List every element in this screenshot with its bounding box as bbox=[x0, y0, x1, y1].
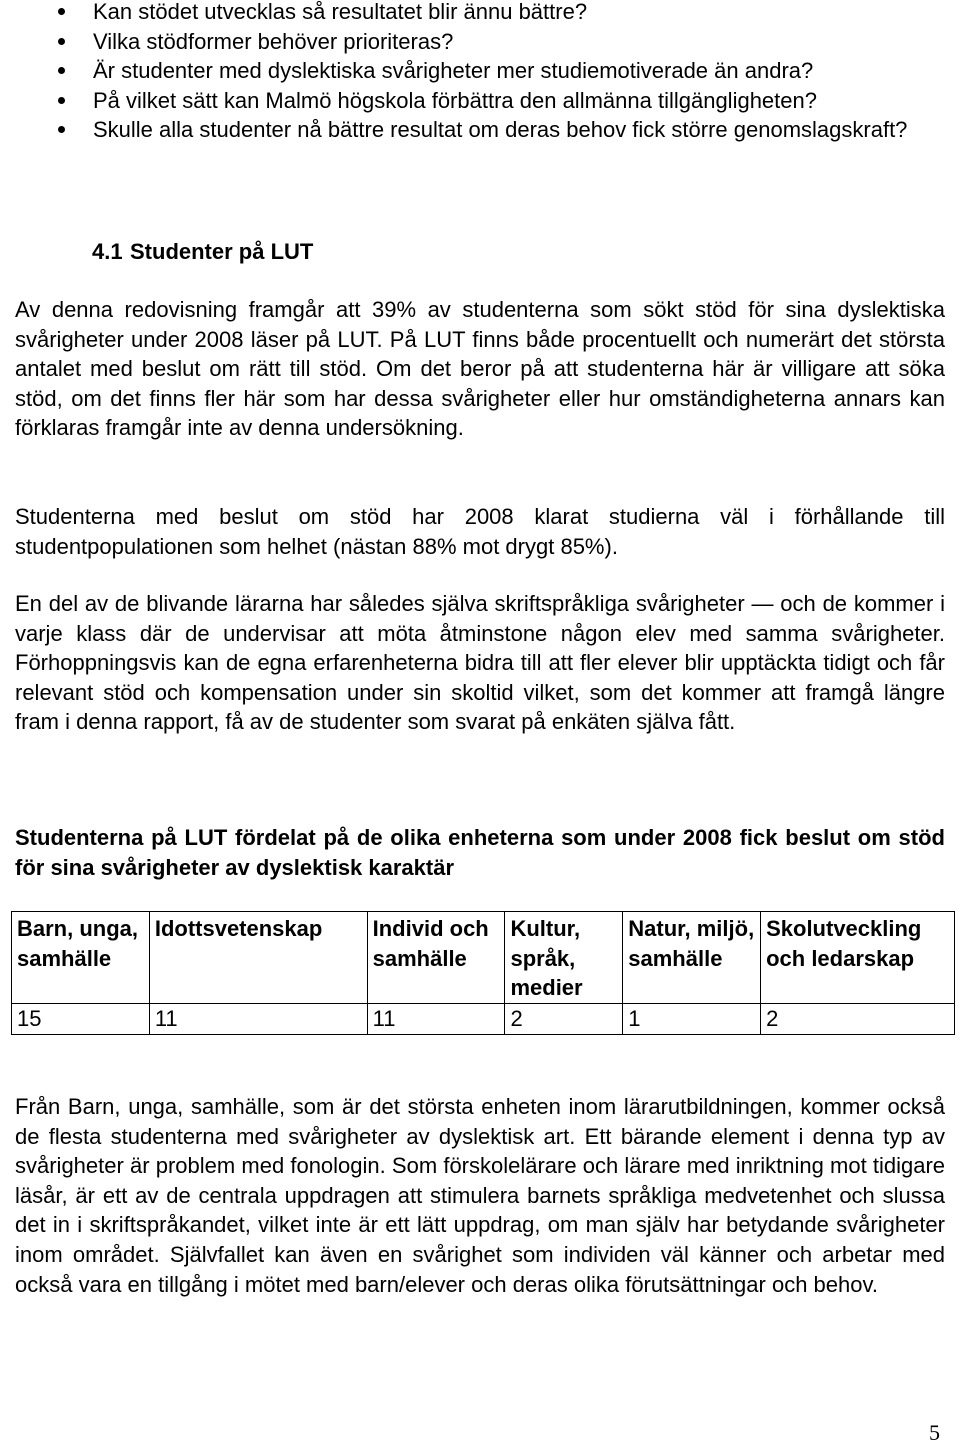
table-cell: 11 bbox=[367, 1003, 505, 1034]
table-header-cell: Skolutveckling och ledarskap bbox=[761, 912, 955, 1004]
table-header-cell: Idottsvetenskap bbox=[149, 912, 367, 1004]
bullet-icon bbox=[58, 67, 65, 74]
section-title: Studenter på LUT bbox=[130, 239, 314, 264]
bullet-icon bbox=[58, 126, 65, 133]
bullet-icon bbox=[58, 38, 65, 45]
table-cell: 2 bbox=[505, 1003, 623, 1034]
units-table bbox=[11, 911, 955, 1035]
list-item bbox=[55, 0, 935, 27]
bullet-icon bbox=[58, 8, 65, 15]
list-item-text: På vilket sätt kan Malmö högskola förbättra den allmänna tillgängligheten? bbox=[93, 87, 817, 113]
paragraph-future-teachers: En del av de blivande lärarna har således själva skriftspråkliga svårigheter — och de kommer i varje klass där de undervisar att möta åtminstone någon elev med samma svårigheter. Förhoppningsvis kan de egna erfarenheterna bidra till att fler elever blir upptäckta tidigt och får relevant stöd och kompensation under sin skoltid vilket, som det kommer att framgå längre fram i denna rapport, få av de studenter som svarat på enkäten själva fått. bbox=[15, 591, 945, 735]
table-cell: 11 bbox=[149, 1003, 367, 1034]
list-item bbox=[55, 86, 935, 116]
table-cell: 15 bbox=[12, 1003, 150, 1034]
table-header-cell: Natur, miljö, samhälle bbox=[623, 912, 761, 1004]
list-item bbox=[55, 115, 935, 145]
list-item bbox=[55, 56, 935, 86]
list-item-text: Är studenter med dyslektiska svårigheter mer studiemotiverade än andra? bbox=[93, 58, 814, 84]
list-item-text: Vilka stödformer behöver prioriteras? bbox=[93, 28, 454, 54]
bullet-icon bbox=[58, 97, 65, 104]
paragraph-lut-share: Av denna redovisning framgår att 39% av studenterna som sökt stöd för sina dyslektiska svårigheter under 2008 läser på LUT. På LUT finns både procentuellt och numerärt det största antalet med beslut om rätt till stöd. Om det beror på att studenterna här är villigare att söka stöd, om det finns fler här som har dessa svårigheter eller hur omständigheterna annars kan förklaras framgår inte av denna undersökning. bbox=[15, 297, 945, 441]
table-row bbox=[12, 1003, 955, 1034]
list-item-text: Kan stödet utvecklas så resultatet blir ännu bättre? bbox=[93, 0, 588, 24]
list-item-text: Skulle alla studenter nå bättre resultat om deras behov fick större genomslagskraft? bbox=[93, 117, 908, 143]
page-number: 5 bbox=[929, 1420, 940, 1445]
table-cell: 1 bbox=[623, 1003, 761, 1034]
section-number: 4.1 bbox=[92, 239, 123, 264]
table-header-cell: Kultur, språk, medier bbox=[505, 912, 623, 1004]
table-cell: 2 bbox=[761, 1003, 955, 1034]
section-heading bbox=[92, 237, 313, 267]
question-list bbox=[55, 0, 935, 145]
table-header-cell: Individ och samhälle bbox=[367, 912, 505, 1004]
paragraph-barn-unga-samhalle: Från Barn, unga, samhälle, som är det största enheten inom lärarutbildningen, kommer också de flesta studenterna med svårigheter av dyslektisk art. Ett bärande element i denna typ av svårigheter är problem med fonologin. Som förskolelärare och lärare med inriktning mot tidigare läsår, är ett av de centrala uppdragen att stimulera barnets språkliga medvetenhet och slussa det in i skriftspråkandet, vilket inte är ett lätt uppdrag, om man själv har betydande svårigheter inom området. Självfallet kan även en svårighet som individen väl känner och arbetar med också vara en tillgång i mötet med barn/elever och deras olika förutsättningar och behov. bbox=[15, 1094, 945, 1297]
list-item bbox=[55, 27, 935, 57]
table-header-cell: Barn, unga, samhälle bbox=[12, 912, 150, 1004]
table-heading: Studenterna på LUT fördelat på de olika enheterna som under 2008 fick beslut om stöd för sina svårigheter av dyslektisk karaktär bbox=[15, 825, 945, 880]
table-header-row bbox=[12, 912, 955, 1004]
paragraph-study-results: Studenterna med beslut om stöd har 2008 klarat studierna väl i förhållande till studentpopulationen som helhet (nästan 88% mot drygt 85%). bbox=[15, 504, 945, 559]
